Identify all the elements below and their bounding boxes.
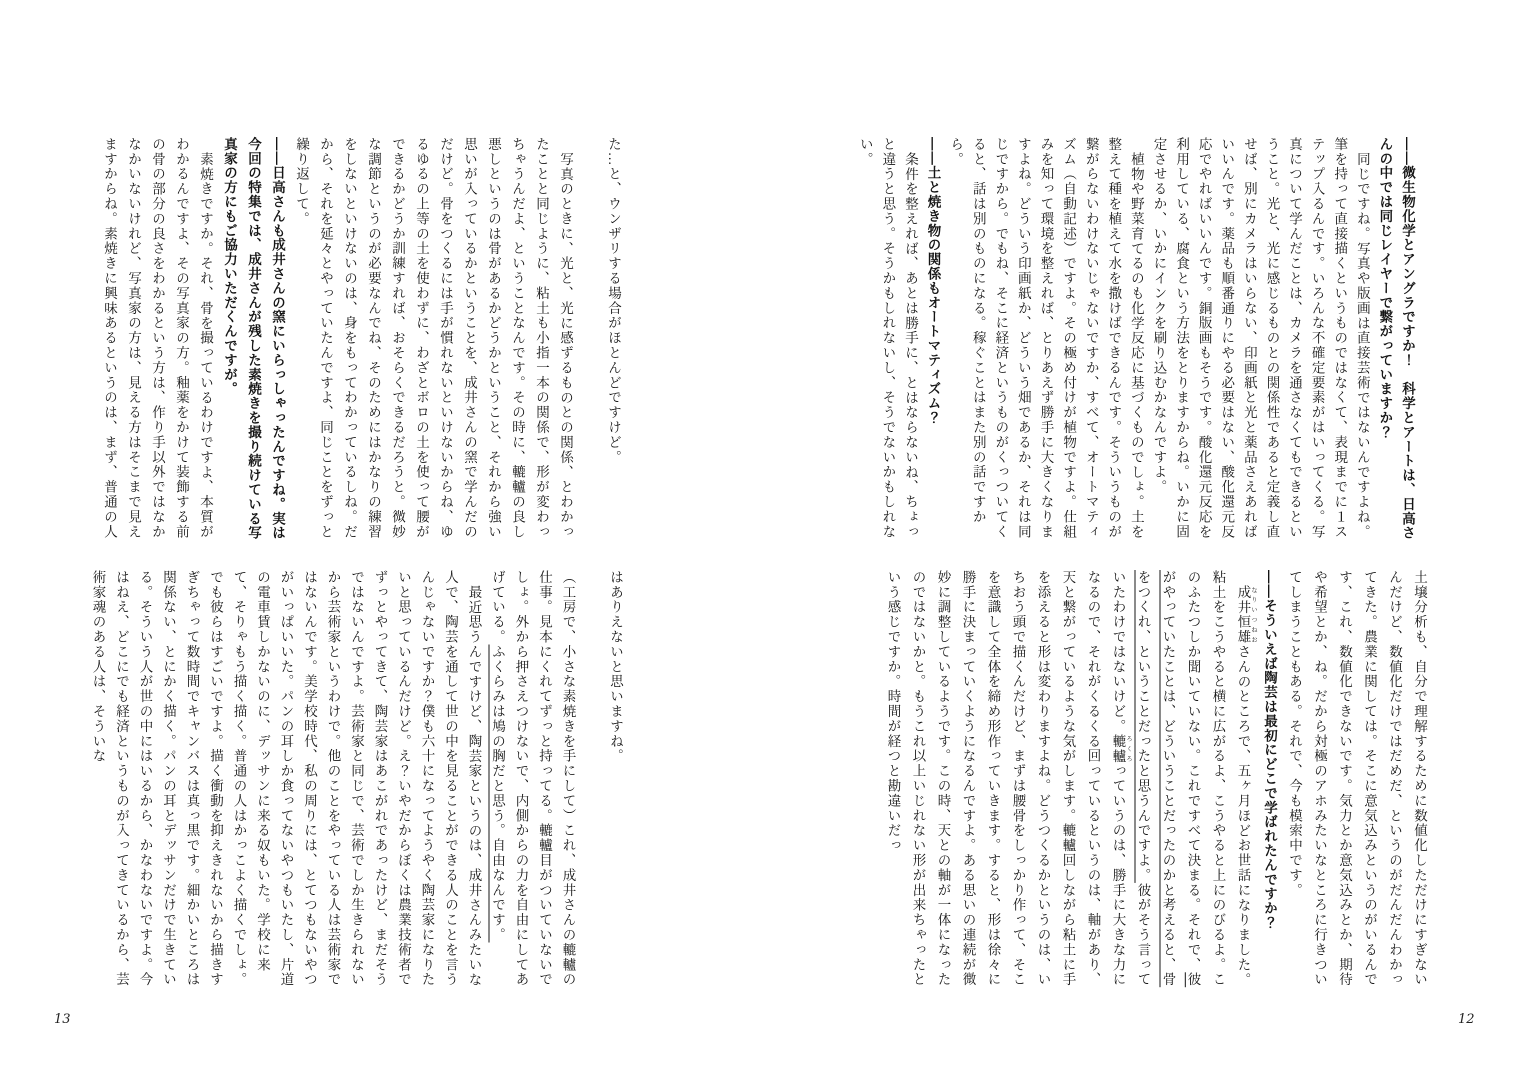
- interview-question: ――そういえば陶芸は最初にどこで学ばれたんですか？: [1262, 570, 1277, 930]
- interview-answer-paragraph: はありえないと思いますね。: [608, 570, 623, 764]
- ruby-annotated-word: 轆轤 ろくろ: [1110, 733, 1132, 764]
- page-number-12: 12: [1458, 1012, 1475, 1027]
- emphasized-text: 彼がやっていたことは、どういうことだったのかと考えると、骨をつくれ、ということだったと思うんですよ。: [1135, 570, 1201, 988]
- interview-question: ――微生物化学とアングラですか！ 科学とアートは、日高さんの中では同じレイヤーで繋がっていますか？: [1377, 137, 1415, 541]
- page-12-upper-text-block: [853, 137, 1418, 549]
- interview-question: ――日高さんも成井さんの窯にいらっしゃったんですね。実は今回の特集では、成井さんが残した素焼きを撮り続けている写真家の方にもご協力いただくんですが。: [222, 137, 285, 541]
- interview-answer-paragraph: 素焼きですか。それ、骨を撮っているわけですよ、本質がわかるんですよ、その写真家の方。釉薬をかけて装飾する前の骨の部分の良さをわかるという方は、作り手以外ではなかなかいないけれど、写真家の方は、見える方はそこまで見えますからね。素焼きに興味あるというのは、まず、普通の人: [102, 137, 213, 540]
- page-13-lower-text-block: [86, 570, 627, 994]
- interview-answer-paragraph: 土壌分析も、自分で理解するために数値化しただけにすぎないんだけど、数値化だけではだめだ、というのがだんだんわかってきた。農業に関しては。そこに意気込みというのがいるんです、これ、数値化できないです。気力とか意気込みとか、期待や希望とか、ね。だから対極のアホみたいなところに行きついてしまうこともある。それで、今も模索中です。: [1287, 570, 1427, 988]
- interview-answer-paragraph: 成井恒雄 なりいつねおさんのところで、五ヶ月ほどお世話になりました。粘土をこうやると横に広がるよ、こうやると上にのびるよ。このふたつしか聞いていない。これですべて決まる。それで、彼がやっていたことは、どういうことだったのかと考えると、骨をつくれ、ということだったと思うんですよ。彼がそう言っていたわけではないけど。轆轤 ろくろっていうのは、勝手に大きな力になるので、それがくるくる回っているというのは、軸があり、天と繋がっているような気がします。轆轤回しながら粘土に手を添えると形は変わりますよね。どうつくるかというのは、いちおう頭で描くんだけど、まずは腰骨をしっかり作って、そこを意識して全体を締め形作っていきます。すると、形は徐々に勝手に決まっていくようになるんですよ。ある思いの連続が微妙に調整しているようです。この時、天との軸が一体になったのではないかと。もうこれ以上いじれない形が出来ちゃったという感じですか。時間が経つと勘違いだっ: [885, 570, 1257, 988]
- interview-answer-paragraph: た…と、ウンザリする場合がほとんどですけど。: [606, 137, 621, 465]
- page-12-lower-text-block: [881, 570, 1433, 994]
- page-13-upper-text-block: [97, 137, 625, 549]
- interview-question: ――土と焼き物の関係もオートマティズム？: [925, 137, 941, 425]
- interview-answer-paragraph: （工房で、小さな素焼きを手にして）これ、成井さんの轆轤の仕事。見本にくれてずっと持ってる。轆轤目がついていないでしょ。外から押さえつけないで、内側からの力を自由にしてあげている。ふくらみは鳩の胸だと思う。自由なんです。: [490, 570, 576, 988]
- interview-answer-paragraph: 最近思うんですけど、陶芸家というのは、成井さんみたいな人で、陶芸を通して世の中を見ることができる人のことを言うんじゃないですか？僕も六十になってようやく陶芸家になりたいと思っているんだけど。え？いやだからぼくは農業技術者でずっとやってきて、陶芸家はあこがれであったけど、まだそうではないんですよ。芸術家と同じで、芸術でしか生きられないから芸術家というわけで。他のことをやっている人は芸術家ではないんです。美学校時代、私の周りには、とてつもないやつがいっぱいいた。パンの耳しか食ってないやつもいたし、片道の電車賃しかないのに、デッサンに来る奴もいた。学校に来て、そりゃもう描く描く。普通の人はかっこよく描くでしょ。でも彼らはすごいですよ。描く衝動を抑えきれないから描きすぎちゃって数時間でキャンバスは真っ黒です。細かいところは関係ない、とにかく描く。パンの耳とデッサンだけで生きている。そういう人が世の中にはいるから、かなわないですよ。今はねえ、どこにでも経済というものが入ってきているから、芸術家魂のある人は、そういな: [90, 570, 482, 988]
- interview-answer-paragraph: 植物や野菜育てるのも化学反応に基づくものでしょ。土を整えて種を植えて水を撒けばできるんです。そういうものが繋がらないわけないじゃないですか、すべて、オートマティズム（自動記述）ですよ。その極め付けが植物ですよ。仕組みを知って環境を整えれば、とりあえず勝手に大きくなりますよね。どういう印画紙か、どういう畑であるか、それは同じですから。でもね、そこに経済というものがくっついてくると、話は別のものになる。稼ぐことはまた別の話ですから。: [948, 137, 1144, 540]
- interview-answer-paragraph: 写真のときに、光と、光に感ずるものとの関係、とわかったことと同じように、粘土も小指一本の関係で、形が変わっちゃうんだよ、ということなんです。その時に、轆轤の良し悪しというのは骨があるかどうかということ、それから強い思いが入っているかということを、成井さんの窯で学んだのだけど。骨をつくるには手が慣れないといけないからね、ゆるゆるの上等の土を使わずに、わざとボロの土を使って腰ができるかどうか訓練すれば、おそらくできるだろうと。微妙な調節というのが必要なんでね、そのためにはかなりの練習をしないといけないのは、身をもってわかっているしね。だから、それを延々とやっていたんですよ、同じことをずっと繰り返して。: [294, 137, 573, 540]
- page-number-13: 13: [54, 1012, 71, 1027]
- interview-answer-paragraph: 同じですね。写真や版画は直接芸術ではないんですよね。筆を持って直接描くというものではなくて、表現までに１ステップ入るんです。いろんな不確定要素がはいってくる。写真について学んだことは、カメラを通さなくてもできるということ。光と、光に感じるものとの関係性であると定義し直せば、別にカメラはいらない、印画紙と光と薬品さえあればいいんです。薬品も順番通りにやる必要はない、酸化還元反応でやればいいんです。銅版画もそうです。酸化還元反応を利用している、腐食という方法をとりますからね。いかに固定させるか、いかにインクを刷り込むかなんですよ。: [1151, 137, 1370, 540]
- ruby-annotated-word: 成井恒雄 なりいつねお: [1235, 584, 1257, 645]
- interview-answer-paragraph: 条件を整えれば、あとは勝手に、とはならないね、ちょっと違うと思う。そうかもしれないし、そうでないかもしれない。: [857, 137, 918, 540]
- emphasized-text: ふくらみは鳩の胸だと思う。自由なんです。: [490, 644, 505, 943]
